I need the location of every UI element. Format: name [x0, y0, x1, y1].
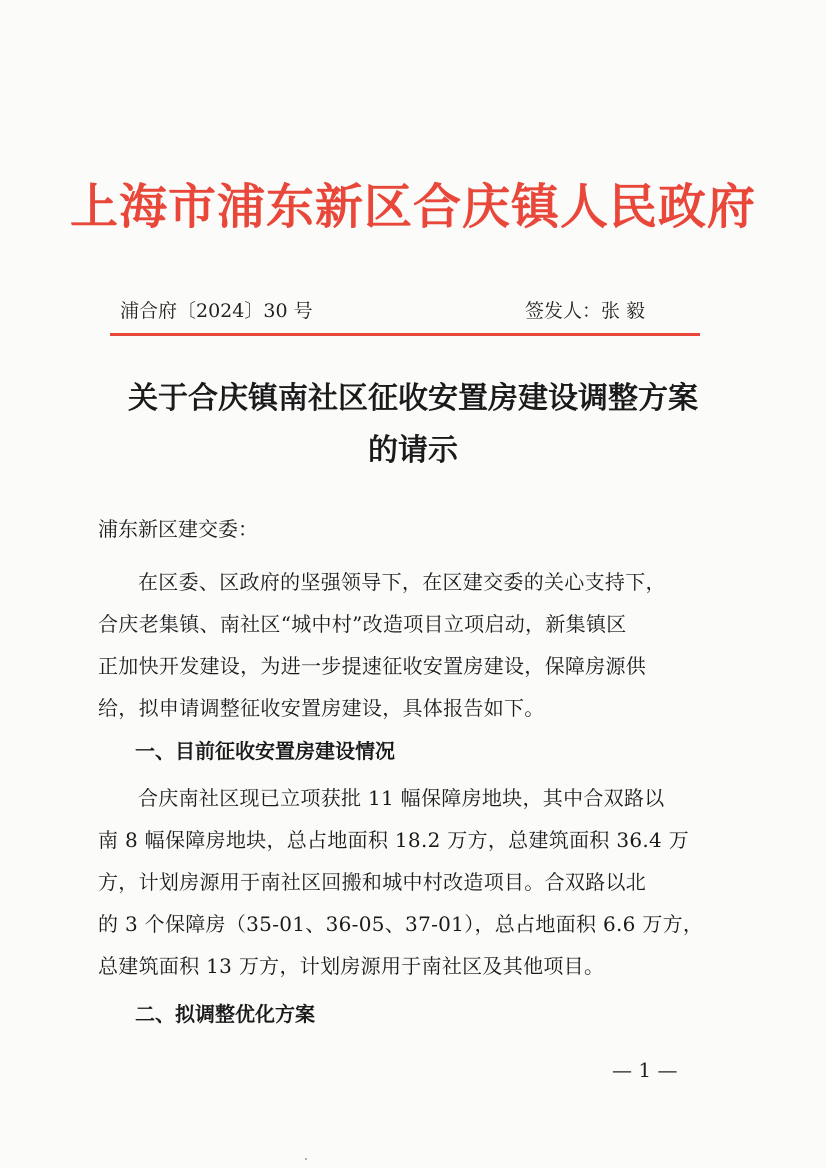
intro-line-2: 合庆老集镇、南社区“城中村”改造项目立项启动，新集镇区: [98, 612, 627, 636]
section-1-line-3: 方，计划房源用于南社区回搬和城中村改造项目。合双路以北: [98, 870, 647, 894]
scan-speck: [305, 1158, 307, 1160]
intro-line-3: 正加快开发建设，为进一步提速征收安置房建设，保障房源供: [98, 654, 647, 678]
document-title-line-2: 的请示: [368, 433, 458, 468]
agency-header-title: 上海市浦东新区合庆镇人民政府: [69, 179, 756, 235]
red-divider-line: [110, 333, 700, 336]
intro-line-4: 给，拟申请调整征收安置房建设，具体报告如下。: [98, 696, 545, 720]
section-1-line-2: 南 8 幅保障房地块，总占地面积 18.2 万方，总建筑面积 36.4 万: [98, 828, 690, 852]
section-2-heading: 二、拟调整优化方案: [135, 1002, 315, 1026]
document-title-line-1: 关于合庆镇南社区征收安置房建设调整方案: [128, 381, 698, 416]
intro-line-1: 在区委、区政府的坚强领导下，在区建交委的关心支持下，: [138, 570, 666, 594]
recipient: 浦东新区建交委：: [98, 517, 258, 541]
page-number: — 1 —: [612, 1058, 678, 1082]
section-1-line-5: 总建筑面积 13 万方，计划房源用于南社区及其他项目。: [98, 954, 605, 978]
section-1-line-4: 的 3 个保障房（35-01、36-05、37-01），总占地面积 6.6 万方，: [98, 912, 704, 936]
document-number: 浦合府〔2024〕30 号: [120, 300, 313, 322]
section-1-heading: 一、目前征收安置房建设情况: [135, 739, 395, 763]
section-1-line-1: 合庆南社区现已立项获批 11 幅保障房地块，其中合双路以: [138, 786, 665, 810]
signer-label: 签发人：张 毅: [525, 300, 646, 322]
